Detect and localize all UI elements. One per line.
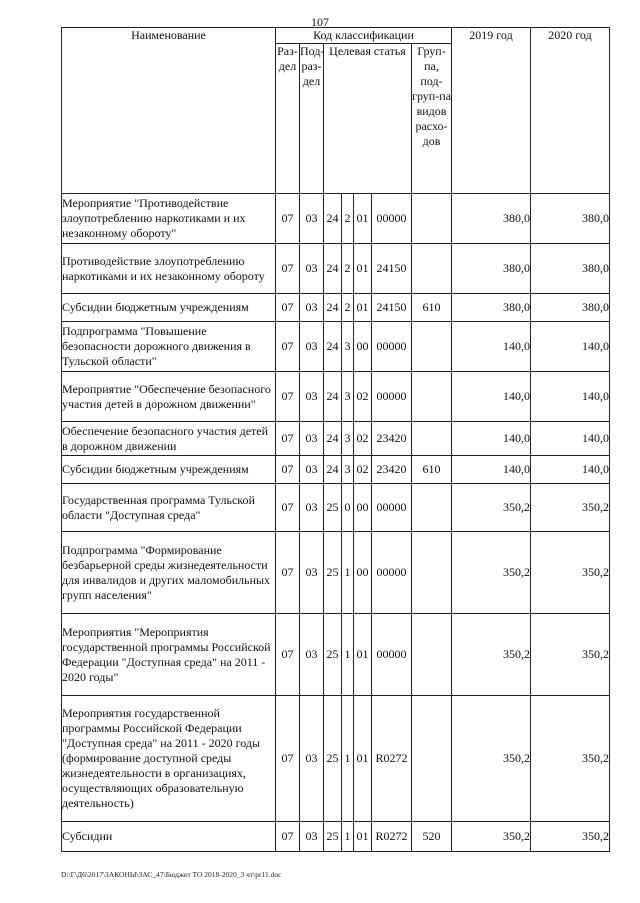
row-vid [412,372,452,422]
row-amount-2020: 350,2 [531,614,610,696]
row-podrazdel: 03 [300,322,324,372]
row-razdel: 07 [276,822,300,852]
row-target-direction: R0272 [372,696,412,822]
row-name: Субсидии бюджетным учреждениям [62,456,276,484]
row-razdel: 07 [276,294,300,322]
row-vid [412,244,452,294]
row-target-program: 24 [324,422,342,456]
row-amount-2020: 140,0 [531,456,610,484]
table-row [62,532,610,614]
row-amount-2019: 380,0 [452,194,531,244]
header-podrazdel: Под-раз-дел [300,44,324,194]
row-amount-2020: 140,0 [531,372,610,422]
row-target-direction: 23420 [372,422,412,456]
row-amount-2019: 140,0 [452,422,531,456]
header-razdel: Раз-дел [276,44,300,194]
row-razdel: 07 [276,194,300,244]
row-amount-2020: 350,2 [531,532,610,614]
row-amount-2020: 380,0 [531,244,610,294]
row-name: Мероприятие "Противодействие злоупотреблению наркотиками и их незаконному обороту" [62,194,276,244]
header-vid: Груп-па, под-груп-па видов расхо-дов [412,44,452,194]
row-name: Противодействие злоупотреблению наркотиками и их незаконному обороту [62,244,276,294]
row-target-direction: 00000 [372,614,412,696]
row-target-subprogram: 2 [342,244,354,294]
row-vid: 610 [412,294,452,322]
row-razdel: 07 [276,532,300,614]
row-target-event: 00 [354,532,372,614]
row-amount-2020: 350,2 [531,484,610,532]
table-row [62,696,610,822]
row-target-program: 25 [324,532,342,614]
row-amount-2019: 140,0 [452,322,531,372]
row-amount-2019: 380,0 [452,244,531,294]
table-row [62,372,610,422]
row-vid [412,422,452,456]
row-razdel: 07 [276,696,300,822]
row-target-subprogram: 1 [342,696,354,822]
row-vid [412,614,452,696]
row-podrazdel: 03 [300,456,324,484]
row-name: Мероприятия "Мероприятия государственной программы Российской Федерации "Доступная среда" на 2011 - 2020 годы" [62,614,276,696]
row-amount-2019: 350,2 [452,822,531,852]
row-vid: 610 [412,456,452,484]
row-target-event: 02 [354,422,372,456]
table-body [62,194,610,852]
row-target-event: 01 [354,696,372,822]
row-name: Государственная программа Тульской области "Доступная среда" [62,484,276,532]
row-vid [412,696,452,822]
row-target-program: 25 [324,614,342,696]
table-row [62,484,610,532]
row-target-program: 24 [324,294,342,322]
row-target-direction: 00000 [372,532,412,614]
page-number: 107 [311,15,329,29]
row-target-direction: 00000 [372,372,412,422]
row-target-program: 24 [324,244,342,294]
row-target-direction: 24150 [372,294,412,322]
row-vid [412,532,452,614]
row-target-direction: 23420 [372,456,412,484]
row-target-subprogram: 3 [342,456,354,484]
row-razdel: 07 [276,244,300,294]
row-target-subprogram: 3 [342,322,354,372]
row-vid [412,484,452,532]
row-target-subprogram: 1 [342,614,354,696]
row-podrazdel: 03 [300,422,324,456]
row-target-subprogram: 1 [342,532,354,614]
row-amount-2020: 350,2 [531,696,610,822]
row-podrazdel: 03 [300,244,324,294]
table-row [62,322,610,372]
file-path-footer: D:\Г\Д6\2017\ЗАКОНЫ\ЗАС_47\Бюджет ТО 2018-2020_3 чт\pr11.doc [61,870,282,879]
row-name: Мероприятие "Обеспечение безопасного участия детей в дорожном движении" [62,372,276,422]
row-target-direction: 00000 [372,322,412,372]
row-target-subprogram: 3 [342,372,354,422]
row-name: Обеспечение безопасного участия детей в дорожном движении [62,422,276,456]
row-razdel: 07 [276,422,300,456]
row-target-event: 01 [354,822,372,852]
row-name: Подпрограмма "Повышение безопасности дорожного движения в Тульской области" [62,322,276,372]
row-vid [412,194,452,244]
row-razdel: 07 [276,614,300,696]
row-podrazdel: 03 [300,372,324,422]
row-podrazdel: 03 [300,822,324,852]
row-target-event: 01 [354,614,372,696]
row-amount-2019: 140,0 [452,456,531,484]
row-target-subprogram: 2 [342,194,354,244]
row-amount-2019: 350,2 [452,532,531,614]
row-target-event: 02 [354,372,372,422]
row-target-program: 25 [324,822,342,852]
table-row [62,422,610,456]
budget-table [61,27,610,852]
table-row [62,244,610,294]
row-name: Субсидии бюджетным учреждениям [62,294,276,322]
row-name: Субсидии [62,822,276,852]
row-vid [412,322,452,372]
row-amount-2019: 380,0 [452,294,531,322]
row-target-direction: 24150 [372,244,412,294]
row-podrazdel: 03 [300,532,324,614]
row-target-subprogram: 0 [342,484,354,532]
row-amount-2019: 140,0 [452,372,531,422]
row-razdel: 07 [276,372,300,422]
row-podrazdel: 03 [300,194,324,244]
header-year-2019: 2019 год [452,28,531,194]
row-target-program: 25 [324,484,342,532]
row-target-event: 01 [354,194,372,244]
header-target: Целевая статья [324,44,412,194]
row-target-event: 01 [354,244,372,294]
header-year-2020: 2020 год [531,28,610,194]
row-podrazdel: 03 [300,484,324,532]
table-row [62,822,610,852]
row-amount-2020: 140,0 [531,322,610,372]
table-row [62,194,610,244]
table-row [62,294,610,322]
row-target-program: 24 [324,194,342,244]
row-target-direction: 00000 [372,484,412,532]
row-amount-2020: 350,2 [531,822,610,852]
row-target-event: 00 [354,484,372,532]
row-name: Подпрограмма "Формирование безбарьерной среды жизнедеятельности для инвалидов и других маломобильных групп населения" [62,532,276,614]
row-razdel: 07 [276,456,300,484]
row-target-direction: R0272 [372,822,412,852]
header-code-group: Код классификации [276,28,452,44]
row-target-program: 25 [324,696,342,822]
row-target-direction: 00000 [372,194,412,244]
table-row [62,456,610,484]
table-row [62,614,610,696]
row-razdel: 07 [276,322,300,372]
row-podrazdel: 03 [300,614,324,696]
row-amount-2019: 350,2 [452,696,531,822]
row-amount-2019: 350,2 [452,614,531,696]
row-target-program: 24 [324,372,342,422]
row-podrazdel: 03 [300,294,324,322]
row-amount-2020: 140,0 [531,422,610,456]
row-amount-2019: 350,2 [452,484,531,532]
header-name: Наименование [62,28,276,194]
row-podrazdel: 03 [300,696,324,822]
row-vid: 520 [412,822,452,852]
row-target-event: 00 [354,322,372,372]
row-amount-2020: 380,0 [531,294,610,322]
row-amount-2020: 380,0 [531,194,610,244]
row-razdel: 07 [276,484,300,532]
row-target-subprogram: 3 [342,422,354,456]
row-target-event: 02 [354,456,372,484]
row-target-program: 24 [324,322,342,372]
row-target-event: 01 [354,294,372,322]
row-target-subprogram: 2 [342,294,354,322]
row-target-program: 24 [324,456,342,484]
row-target-subprogram: 1 [342,822,354,852]
row-name: Мероприятия государственной программы Российской Федерации "Доступная среда" на 2011 - 2020 годы (формирование доступной среды жизнедеятельности в организациях, осуществляющих образовательную деятельность) [62,696,276,822]
